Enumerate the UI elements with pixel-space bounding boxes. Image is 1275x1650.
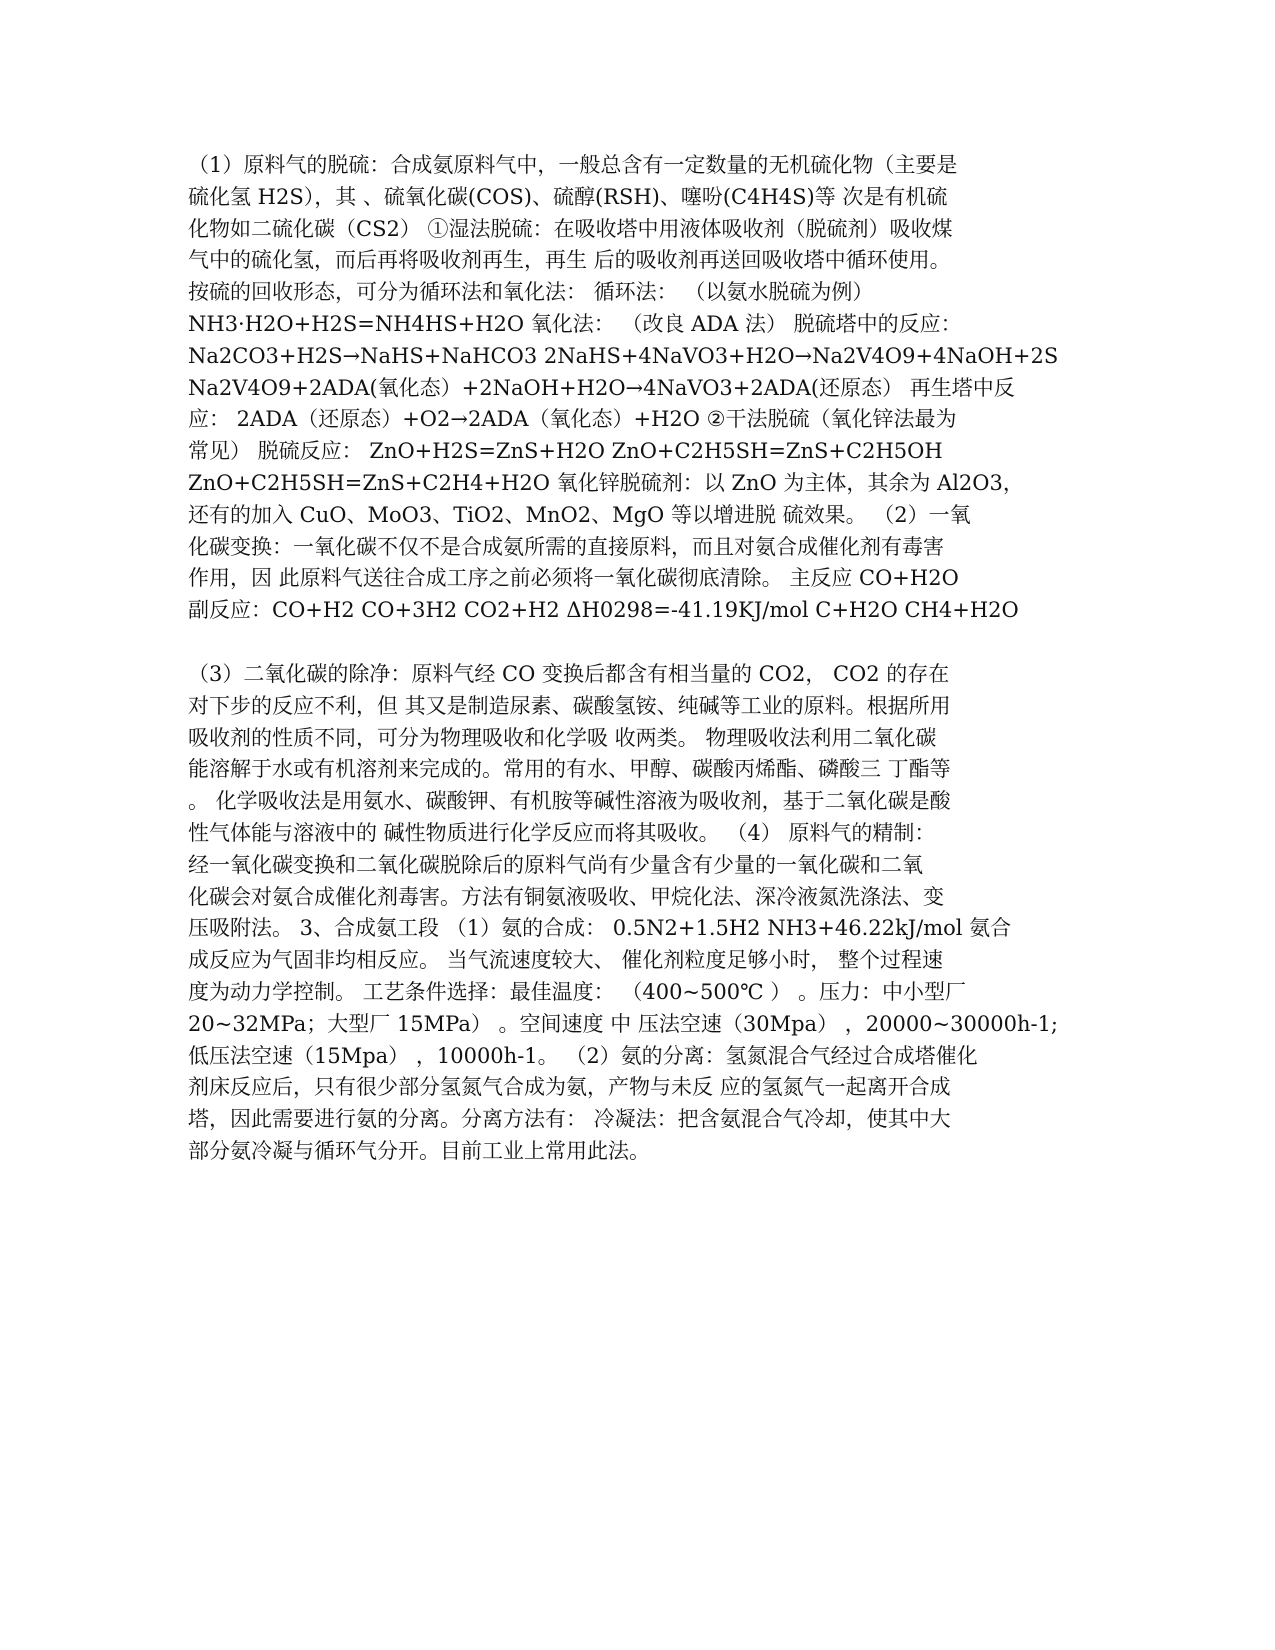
text-line: 度为动力学控制。 工艺条件选择：最佳温度： （400~500℃ ） 。压力：中小型厂 (188, 979, 966, 1004)
text-line: 部分氨冷凝与循环气分开。目前工业上常用此法。 (188, 1138, 650, 1163)
text-line: 剂床反应后，只有很少部分氢氮气合成为氨，产物与未反 应的氢氮气一起离开合成 (188, 1075, 951, 1100)
text-line: 气中的硫化氢，而后再将吸收剂再生，再生 后的吸收剂再送回吸收塔中循环使用。 (188, 248, 951, 273)
text-line: 低压法空速（15Mpa） ，10000h-1。 （2）氨的分离：氢氮混合气经过合成塔催化 (188, 1043, 978, 1068)
text-line: Na2V4O9+2ADA(氧化态）+2NaOH+H2O→4NaVO3+2ADA(还原态） 再生塔中反 (188, 375, 1015, 400)
text-line: 。 化学吸收法是用氨水、碳酸钾、有机胺等碱性溶液为吸收剂，基于二氧化碳是酸 (188, 789, 951, 814)
text-line: （1）原料气的脱硫：合成氨原料气中，一般总含有一定数量的无机硫化物（主要是 (188, 153, 958, 177)
text-line: 作用，因 此原料气送往合成工序之前必须将一氧化碳彻底清除。 主反应 CO+H2O (188, 566, 959, 591)
text-line: 化物如二硫化碳（CS2） ①湿法脱硫：在吸收塔中用液体吸收剂（脱硫剂）吸收煤 (188, 216, 953, 241)
text-line: 塔，因此需要进行氨的分离。分离方法有： 冷凝法：把含氨混合气冷却，使其中大 (188, 1107, 951, 1132)
text-line: 经一氧化碳变换和二氧化碳脱除后的原料气尚有少量含有少量的一氧化碳和二氧 (188, 852, 923, 877)
text-line: 硫化氢 H2S），其 、硫氧化碳(COS)、硫醇(RSH)、噻吩(C4H4S)等 次是有机硫 (188, 184, 948, 209)
text-line: 常见） 脱硫反应： ZnO+H2S=ZnS+H2O ZnO+C2H5SH=ZnS+C2H5OH (188, 439, 943, 464)
paragraph-desulfurization (188, 150, 1088, 627)
text-line: 应： 2ADA（还原态）+O2→2ADA（氧化态）+H2O ②干法脱硫（氧化锌法最为 (188, 407, 957, 432)
text-line: 还有的加入 CuO、MoO3、TiO2、MnO2、MgO 等以增进脱 硫效果。 （2）一氧 (188, 502, 971, 527)
text-line: 化碳会对氨合成催化剂毒害。方法有铜氨液吸收、甲烷化法、深冷液氮洗涤法、变 (188, 884, 944, 909)
text-line: 压吸附法。 3、合成氨工段 （1）氨的合成： 0.5N2+1.5H2 NH3+46.22kJ/mol 氨合 (188, 916, 1012, 941)
text-line: 能溶解于水或有机溶剂来完成的。常用的有水、甲醇、碳酸丙烯酯、磷酸三 丁酯等 (188, 757, 951, 782)
text-line: 化碳变换：一氧化碳不仅不是合成氨所需的直接原料，而且对氨合成催化剂有毒害 (188, 534, 944, 559)
text-line: Na2CO3+H2S→NaHS+NaHCO3 2NaHS+4NaVO3+H2O→Na2V4O9+4NaOH+2S (188, 343, 1059, 368)
text-line: 吸收剂的性质不同，可分为物理吸收和化学吸 收两类。 物理吸收法利用二氧化碳 (188, 725, 937, 750)
text-line: 按硫的回收形态，可分为循环法和氧化法： 循环法： （以氨水脱硫为例） (188, 280, 874, 305)
text-line: 性气体能与溶液中的 碱性物质进行化学反应而将其吸收。 （4） 原料气的精制： (188, 820, 936, 845)
text-line: ZnO+C2H5SH=ZnS+C2H4+H2O 氧化锌脱硫剂：以 ZnO 为主体，其余为 Al2O3， (188, 470, 1024, 495)
text-line: NH3·H2O+H2S=NH4HS+H2O 氧化法： （改良 ADA 法） 脱硫塔中的反应： (188, 311, 962, 336)
text-line: 20~32MPa；大型厂 15MPa） 。空间速度 中 压法空速（30Mpa） ，20000~30000h-1; (188, 1011, 1059, 1036)
text-line: 成反应为气固非均相反应。 当气流速度较大、 催化剂粒度足够小时， 整个过程速 (188, 948, 944, 973)
paragraph-co2-removal (188, 659, 1088, 1168)
text-line: 副反应：CO+H2 CO+3H2 CO2+H2 ΔH0298=-41.19KJ/mol C+H2O CH4+H2O (188, 598, 1019, 623)
text-line: 对下步的反应不利，但 其又是制造尿素、碳酸氢铵、纯碱等工业的原料。根据所用 (188, 693, 951, 718)
text-line: （3）二氧化碳的除净：原料气经 CO 变换后都含有相当量的 CO2， CO2 的存在 (188, 662, 950, 686)
